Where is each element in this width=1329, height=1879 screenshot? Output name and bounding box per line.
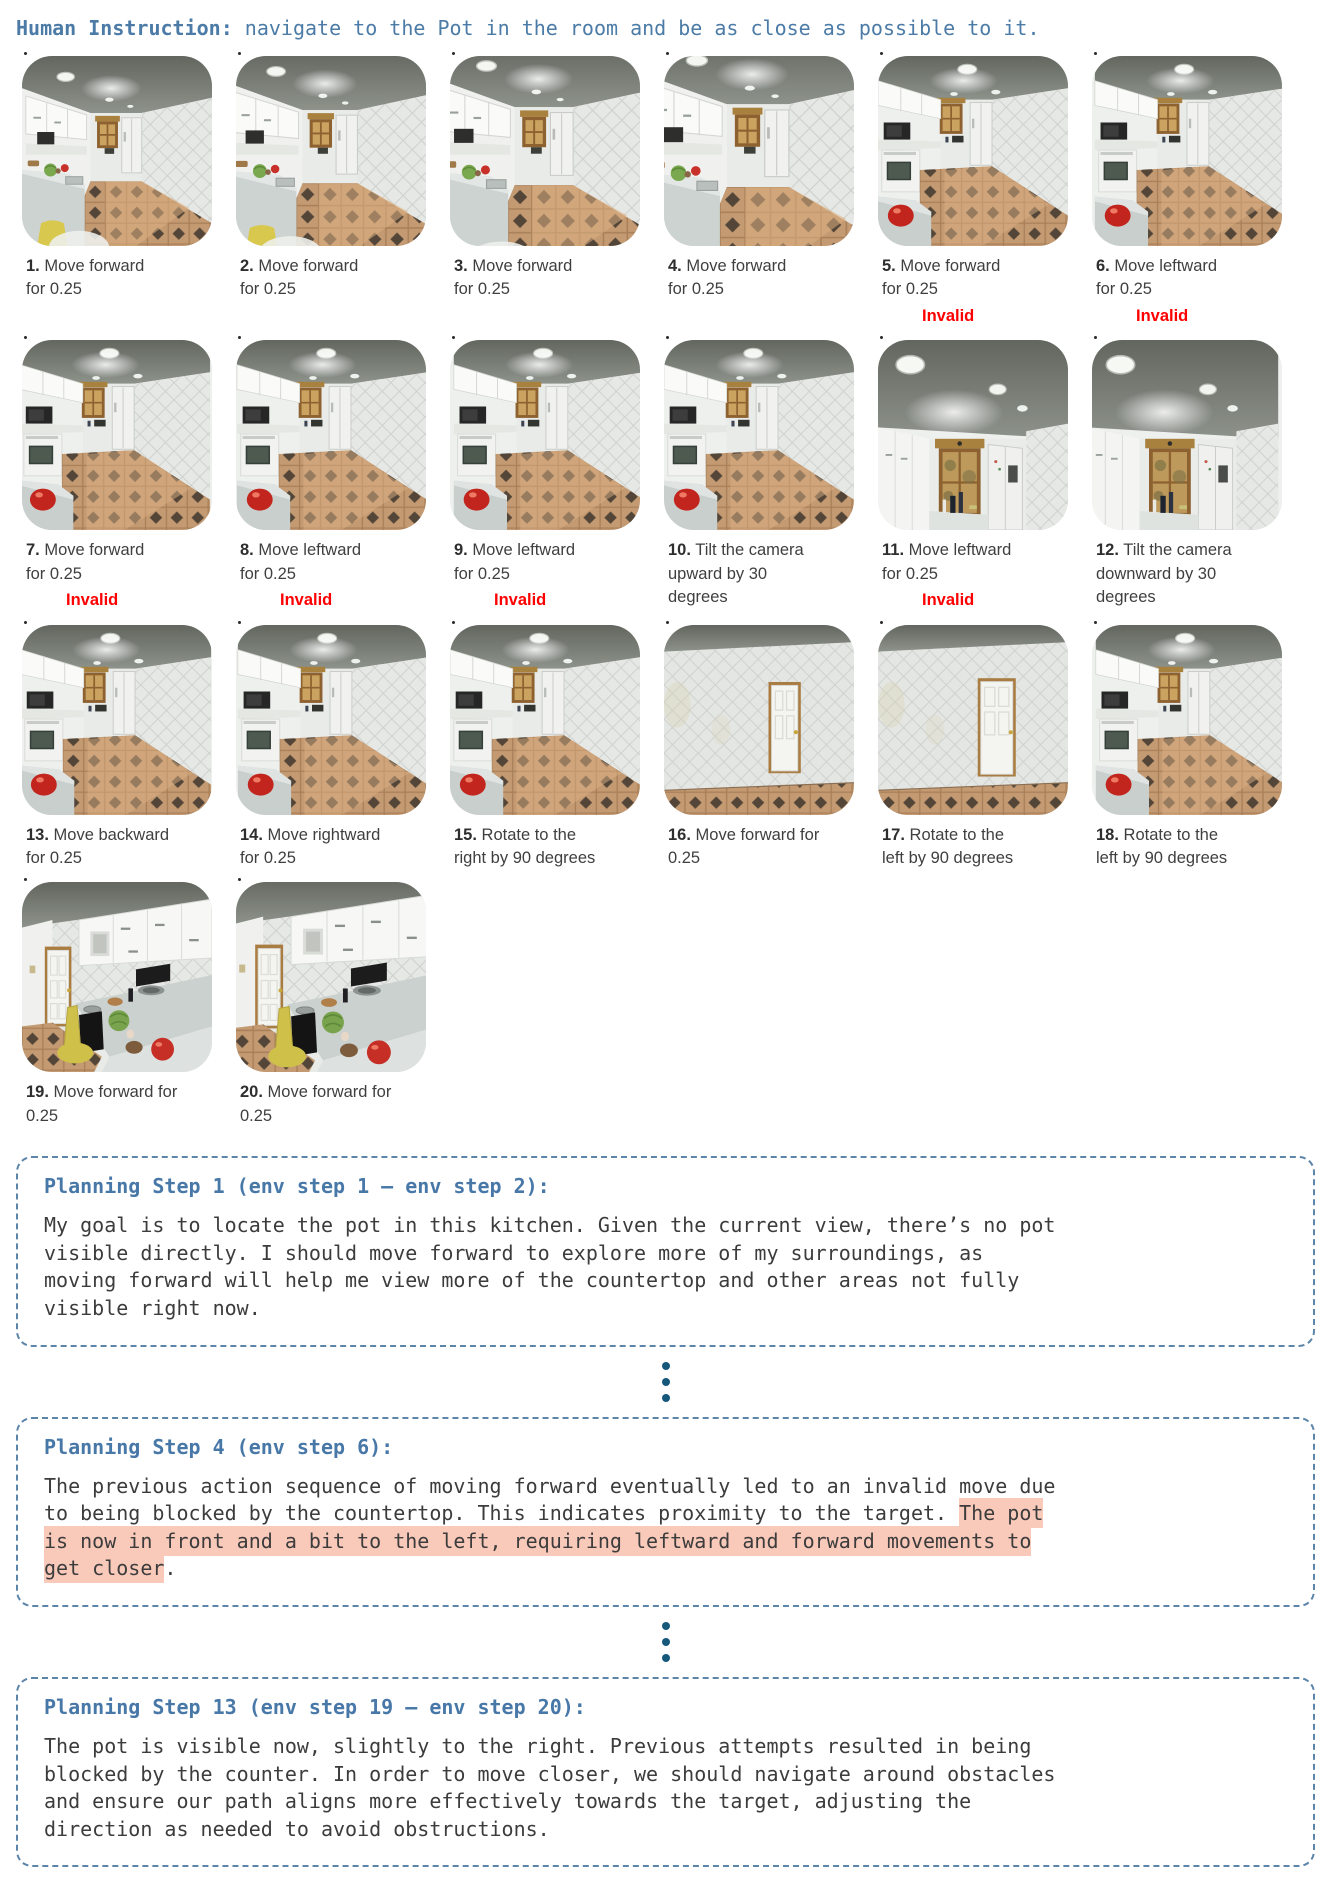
frame-caption <box>240 539 426 612</box>
separator-dot <box>662 1378 670 1386</box>
frame-corner-dot <box>238 52 241 55</box>
frame-caption <box>668 255 854 302</box>
frame-corner-dot <box>1094 621 1097 624</box>
planning-step-text: The pot is visible now, slightly to the right. Previous attempts resulted in being blocked by the counter. In order to move closer, we should navigate around obstacles and ensure our path aligns more effectively towards the target, adjusting the direction as needed to avoid obstructions. <box>44 1733 1056 1841</box>
frame-action-label: Move leftward <box>467 541 576 560</box>
frame-observation-image <box>450 625 640 815</box>
frame-number: 19. <box>26 1083 49 1102</box>
frame-cell <box>1092 340 1282 612</box>
frame-caption <box>668 539 854 609</box>
frame-observation-image <box>22 882 212 1072</box>
frame-observation-image <box>878 340 1068 530</box>
frame-caption <box>240 824 426 871</box>
frame-number: 2. <box>240 257 254 275</box>
separator-dot <box>662 1362 670 1370</box>
frame-action-label: 0.25 <box>668 848 701 867</box>
frame-cell <box>450 625 640 871</box>
invalid-badge: Invalid <box>922 306 975 325</box>
frame-action-label: Move forward <box>253 257 359 275</box>
frame-cell <box>22 56 212 328</box>
frame-cell <box>878 625 1068 871</box>
frame-action-label: for 0.25 <box>240 848 296 867</box>
frame-number: 6. <box>1096 257 1110 275</box>
frame-caption <box>1096 824 1282 871</box>
frame-caption <box>454 539 640 612</box>
planning-step-title: Planning Step 4 (env step 6): <box>44 1434 394 1459</box>
frame-cell <box>236 882 426 1128</box>
frame-number: 15. <box>454 825 477 844</box>
human-instruction <box>16 16 1319 40</box>
frame-action-label: Move forward <box>467 257 573 275</box>
planning-step-box <box>16 1417 1315 1607</box>
frame-cell <box>22 340 212 612</box>
frame-caption <box>454 824 640 871</box>
frame-observation-image <box>236 625 426 815</box>
frame-corner-dot <box>24 336 27 339</box>
frame-observation-image <box>1092 340 1282 530</box>
invalid-badge: Invalid <box>494 591 547 610</box>
frame-corner-dot <box>880 621 883 624</box>
frame-caption <box>882 539 1068 612</box>
frame-action-label: left by 90 degrees <box>1096 848 1228 867</box>
frame-action-label: degrees <box>1096 588 1156 607</box>
frame-corner-dot <box>24 52 27 55</box>
frame-corner-dot <box>666 52 669 55</box>
frame-cell <box>664 56 854 328</box>
planning-step-title: Planning Step 13 (env step 19 – env step 20): <box>44 1694 586 1719</box>
frame-caption <box>26 255 212 302</box>
frame-number: 5. <box>882 257 896 275</box>
frame-cell <box>236 340 426 612</box>
frame-action-label: Move forward for <box>262 1083 392 1102</box>
invalid-badge: Invalid <box>922 591 975 610</box>
planning-step-text: The previous action sequence of moving forward eventually led to an invalid move due to being blocked by the countertop. This indicates proximity to the target. The pot is now in front and a bit to the left, requiring leftward and forward movements to get closer. <box>44 1473 1058 1583</box>
frame-action-label: for 0.25 <box>26 280 82 299</box>
frame-number: 3. <box>454 257 468 275</box>
frame-action-label: Move leftward <box>1109 257 1218 275</box>
separator-dot <box>662 1622 670 1630</box>
frame-number: 18. <box>1096 825 1119 844</box>
frame-action-label: for 0.25 <box>240 564 296 583</box>
human-instruction-label: Human Instruction: <box>16 16 245 40</box>
frame-number: 9. <box>454 541 468 560</box>
frame-caption <box>240 1081 426 1128</box>
frame-observation-image <box>236 56 426 246</box>
frame-cell <box>236 625 426 871</box>
invalid-badge: Invalid <box>66 591 119 610</box>
frame-action-label: Move leftward <box>904 541 1012 560</box>
frame-observation-image <box>1092 625 1282 815</box>
frame-corner-dot <box>666 336 669 339</box>
frame-cell <box>22 882 212 1128</box>
frame-observation-image <box>664 625 854 815</box>
separator-dot <box>662 1638 670 1646</box>
frame-observation-image <box>878 625 1068 815</box>
frame-cell <box>664 340 854 612</box>
frame-caption <box>882 255 1068 328</box>
frame-action-label: right by 90 degrees <box>454 848 596 867</box>
frame-caption <box>668 824 854 871</box>
frame-cell <box>450 340 640 612</box>
frame-cell <box>1092 625 1282 871</box>
frame-corner-dot <box>452 621 455 624</box>
planning-step-box <box>16 1156 1315 1346</box>
frame-number: 10. <box>668 541 691 560</box>
frame-observation-image <box>22 625 212 815</box>
frame-action-label: Tilt the camera <box>1118 541 1232 560</box>
frame-action-label: left by 90 degrees <box>882 848 1014 867</box>
frame-action-label: for 0.25 <box>882 280 938 299</box>
invalid-badge: Invalid <box>1136 306 1189 325</box>
frame-number: 20. <box>240 1083 263 1102</box>
ellipsis-separator <box>12 1607 1319 1677</box>
planning-steps-section <box>12 1156 1319 1867</box>
frame-action-label: Tilt the camera <box>690 541 804 560</box>
frame-corner-dot <box>1094 336 1097 339</box>
frame-action-label: Move forward for <box>690 825 820 844</box>
frame-corner-dot <box>24 878 27 881</box>
frame-number: 1. <box>26 257 40 275</box>
frame-number: 13. <box>26 825 49 844</box>
highlighted-text: The pot is now in front and a bit to the left, requiring leftward and forward movements to get closer <box>44 1498 1043 1583</box>
frame-observation-image <box>664 56 854 246</box>
frame-observation-image <box>236 340 426 530</box>
frame-action-label: for 0.25 <box>668 280 724 299</box>
frame-action-label: Move forward <box>39 541 145 560</box>
frame-number: 4. <box>668 257 682 275</box>
frame-action-label: Rotate to the <box>476 825 577 844</box>
frame-observation-image <box>878 56 1068 246</box>
frame-observation-image <box>450 56 640 246</box>
frame-corner-dot <box>238 878 241 881</box>
frame-caption <box>240 255 426 302</box>
frame-number: 12. <box>1096 541 1119 560</box>
invalid-badge: Invalid <box>280 591 333 610</box>
human-instruction-text: navigate to the Pot in the room and be as close as possible to it. <box>244 16 1040 40</box>
frame-caption <box>882 824 1068 871</box>
frame-corner-dot <box>452 52 455 55</box>
frame-action-label: Move forward for <box>48 1083 178 1102</box>
frame-observation-image <box>22 340 212 530</box>
frame-observation-image <box>664 340 854 530</box>
frame-cell <box>236 56 426 328</box>
ellipsis-separator <box>12 1347 1319 1417</box>
frame-action-label: 0.25 <box>240 1106 273 1125</box>
planning-step-text: My goal is to locate the pot in this kitchen. Given the current view, there’s no pot visible directly. I should move forward to explore more of my surroundings, as moving forward will help me view more of the countertop and other areas not fully visible right now. <box>44 1213 1056 1320</box>
frame-caption <box>26 1081 212 1128</box>
frame-action-label: Move backward <box>48 825 170 844</box>
frame-action-label: Rotate to the <box>1118 825 1219 844</box>
frame-observation-image <box>1092 56 1282 246</box>
frame-caption <box>26 824 212 871</box>
frame-cell <box>1092 56 1282 328</box>
frame-action-label: downward by 30 <box>1096 564 1217 583</box>
frame-action-label: for 0.25 <box>1096 280 1152 299</box>
frame-action-label: degrees <box>668 588 728 607</box>
frame-action-label: Move rightward <box>262 825 381 844</box>
frame-action-label: Move forward <box>681 257 787 275</box>
frame-corner-dot <box>238 621 241 624</box>
frame-caption <box>1096 539 1282 609</box>
frame-caption <box>454 255 640 302</box>
frame-number: 8. <box>240 541 254 560</box>
frame-number: 7. <box>26 541 40 560</box>
frame-action-label: Move forward <box>39 257 145 275</box>
separator-dot <box>662 1654 670 1662</box>
frame-cell <box>878 340 1068 612</box>
frame-action-label: upward by 30 <box>668 564 768 583</box>
frame-number: 11. <box>882 541 905 560</box>
frame-caption <box>1096 255 1282 328</box>
frame-action-label: for 0.25 <box>26 848 82 867</box>
frame-cell <box>878 56 1068 328</box>
frame-number: 14. <box>240 825 263 844</box>
frame-cell <box>664 625 854 871</box>
frame-cell <box>22 625 212 871</box>
frame-action-label: Rotate to the <box>904 825 1005 844</box>
frame-corner-dot <box>666 621 669 624</box>
frame-action-label: for 0.25 <box>454 280 510 299</box>
planning-step-title: Planning Step 1 (env step 1 – env step 2): <box>44 1174 550 1199</box>
frame-number: 16. <box>668 825 691 844</box>
frame-corner-dot <box>24 621 27 624</box>
frame-action-label: for 0.25 <box>882 564 938 583</box>
trajectory-frame-grid <box>12 56 1319 1128</box>
frame-action-label: for 0.25 <box>26 564 82 583</box>
frame-corner-dot <box>880 52 883 55</box>
frame-corner-dot <box>452 336 455 339</box>
frame-action-label: for 0.25 <box>240 280 296 299</box>
separator-dot <box>662 1394 670 1402</box>
frame-corner-dot <box>880 336 883 339</box>
frame-cell <box>450 56 640 328</box>
frame-caption <box>26 539 212 612</box>
frame-observation-image <box>22 56 212 246</box>
frame-observation-image <box>236 882 426 1072</box>
frame-observation-image <box>450 340 640 530</box>
frame-action-label: Move forward <box>895 257 1001 275</box>
frame-corner-dot <box>238 336 241 339</box>
frame-action-label: 0.25 <box>26 1106 59 1125</box>
planning-step-box <box>16 1677 1315 1867</box>
frame-number: 17. <box>882 825 905 844</box>
frame-corner-dot <box>1094 52 1097 55</box>
frame-action-label: Move leftward <box>253 541 362 560</box>
frame-action-label: for 0.25 <box>454 564 510 583</box>
